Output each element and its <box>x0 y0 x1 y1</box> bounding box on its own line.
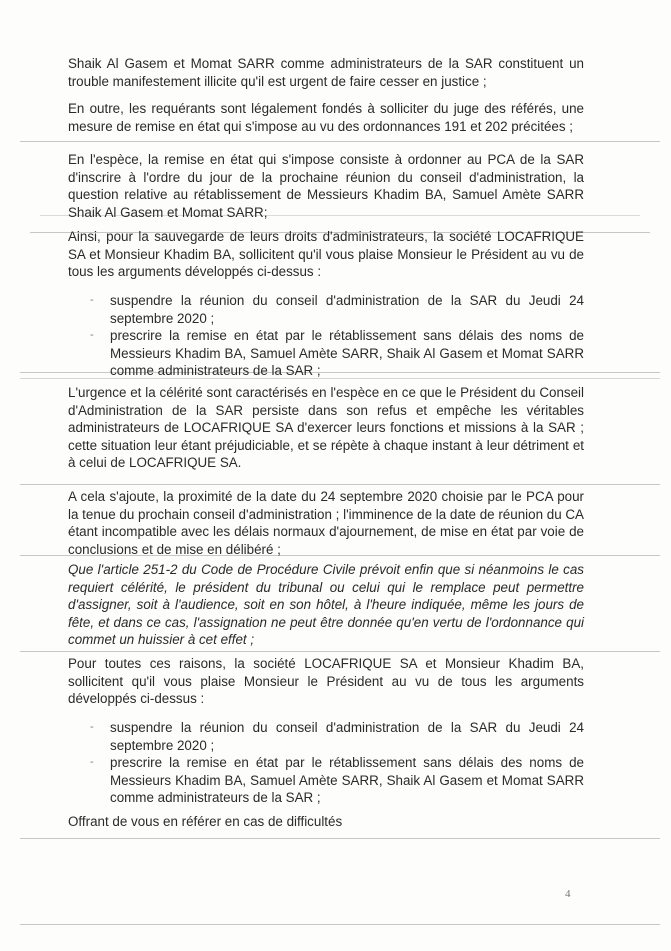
scan-line <box>20 924 660 925</box>
scan-line <box>20 651 660 652</box>
paragraph-a-cela-s-ajoute: A cela s'ajoute, la proximité de la date du 24 septembre 2020 choisie par le PCA pour la tenue du prochain conseil d'administration ; l'imminence de la date de réunion du CA étant incompatible avec les délais normaux d'ajournement, de mise en état par voie de conclusions et de mise en délibéré ; <box>68 489 584 557</box>
paragraph-pour-toutes-ces-raisons: Pour toutes ces raisons, la société LOCAFRIQUE SA et Monsieur Khadim BA, sollicitent qu'il vous plaise Monsieur le Président au vu de tous les arguments développés ci-dessus : <box>68 656 584 707</box>
paragraph-trouble-illicite: Shaik Al Gasem et Momat SARR comme administrateurs de la SAR constituent un trouble manifestement illicite qu'il est urgent de faire cesser en justice ; <box>68 56 584 89</box>
request-list-2 <box>90 719 584 807</box>
list-item: - prescrire la remise en état par le rétablissement sans délais des noms de Messieurs Khadim BA, Samuel Amète SARR, Shaik Al Gasem et Momat SARR comme administrateurs de la SAR ; <box>90 755 584 806</box>
paragraph-en-l-espece: En l'espèce, la remise en état qui s'impose consiste à ordonner au PCA de la SAR d'inscrire à l'ordre du jour de la prochaine réunion du conseil d'administration, la question relative au rétablissement de Messieurs Khadim BA, Samuel Amète SARR Shaik Al Gasem et Momat SARR; <box>68 152 584 220</box>
request-list-1 <box>90 292 584 380</box>
bullet-dash-icon: - <box>90 721 94 733</box>
paragraph-urgence: L'urgence et la célérité sont caractérisés en l'espèce en ce que le Président du Conseil d'Administration de la SAR persiste dans son refus et empêche les véritables administrateurs de LOCAFRIQUE SA d'exercer leurs fonctions et missions à la SAR ; cette situation leur étant préjudiciable, et se répète à chaque instant à leur détriment et à celui de LOCAFRIQUE SA. <box>68 385 584 471</box>
paragraph-article-251-2: Que l'article 251-2 du Code de Procédure Civile prévoit enfin que si néanmoins le cas requiert célérité, le président du tribunal ou celui qui le remplace peut permettre d'assigner, soit à l'audience, soit en son hôtel, à l'heure indiquée, même les jours de fête, et dans ce cas, l'assignation ne peut être donnée qu'en vertu de l'ordonnance qui commet un huissier à cet effet ; <box>68 562 584 648</box>
paragraph-offrant: Offrant de vous en référer en cas de difficultés <box>68 814 343 829</box>
bullet-dash-icon: - <box>90 329 94 342</box>
scan-line <box>20 484 660 485</box>
scan-line <box>20 838 660 839</box>
paragraph-ainsi: Ainsi, pour la sauvegarde de leurs droits d'administrateurs, la société LOCAFRIQUE SA et Monsieur Khadim BA, sollicitent qu'il vous plaise Monsieur le Président au vu de tous les arguments développés ci-dessus : <box>68 229 584 280</box>
list-item: - prescrire la remise en état par le rétablissement sans délais des noms de Messieurs Khadim BA, Samuel Amète SARR, Shaik Al Gasem et Momat SARR comme administrateurs de la SAR ; <box>90 328 584 379</box>
scan-line <box>20 141 660 142</box>
list-item: - suspendre la réunion du conseil d'administration de la SAR du Jeudi 24 septembre 2020 ; <box>90 293 584 326</box>
bullet-dash-icon: - <box>90 756 94 769</box>
paragraph-mesure-remise: En outre, les requérants sont légalement fondés à solliciter du juge des référés, une mesure de remise en état qui s'impose au vu des ordonnances 191 et 202 précitées ; <box>68 101 584 134</box>
bullet-dash-icon: - <box>90 294 94 306</box>
page-number: 4 <box>565 888 571 900</box>
list-item: - suspendre la réunion du conseil d'administration de la SAR du Jeudi 24 septembre 2020 ; <box>90 720 584 753</box>
